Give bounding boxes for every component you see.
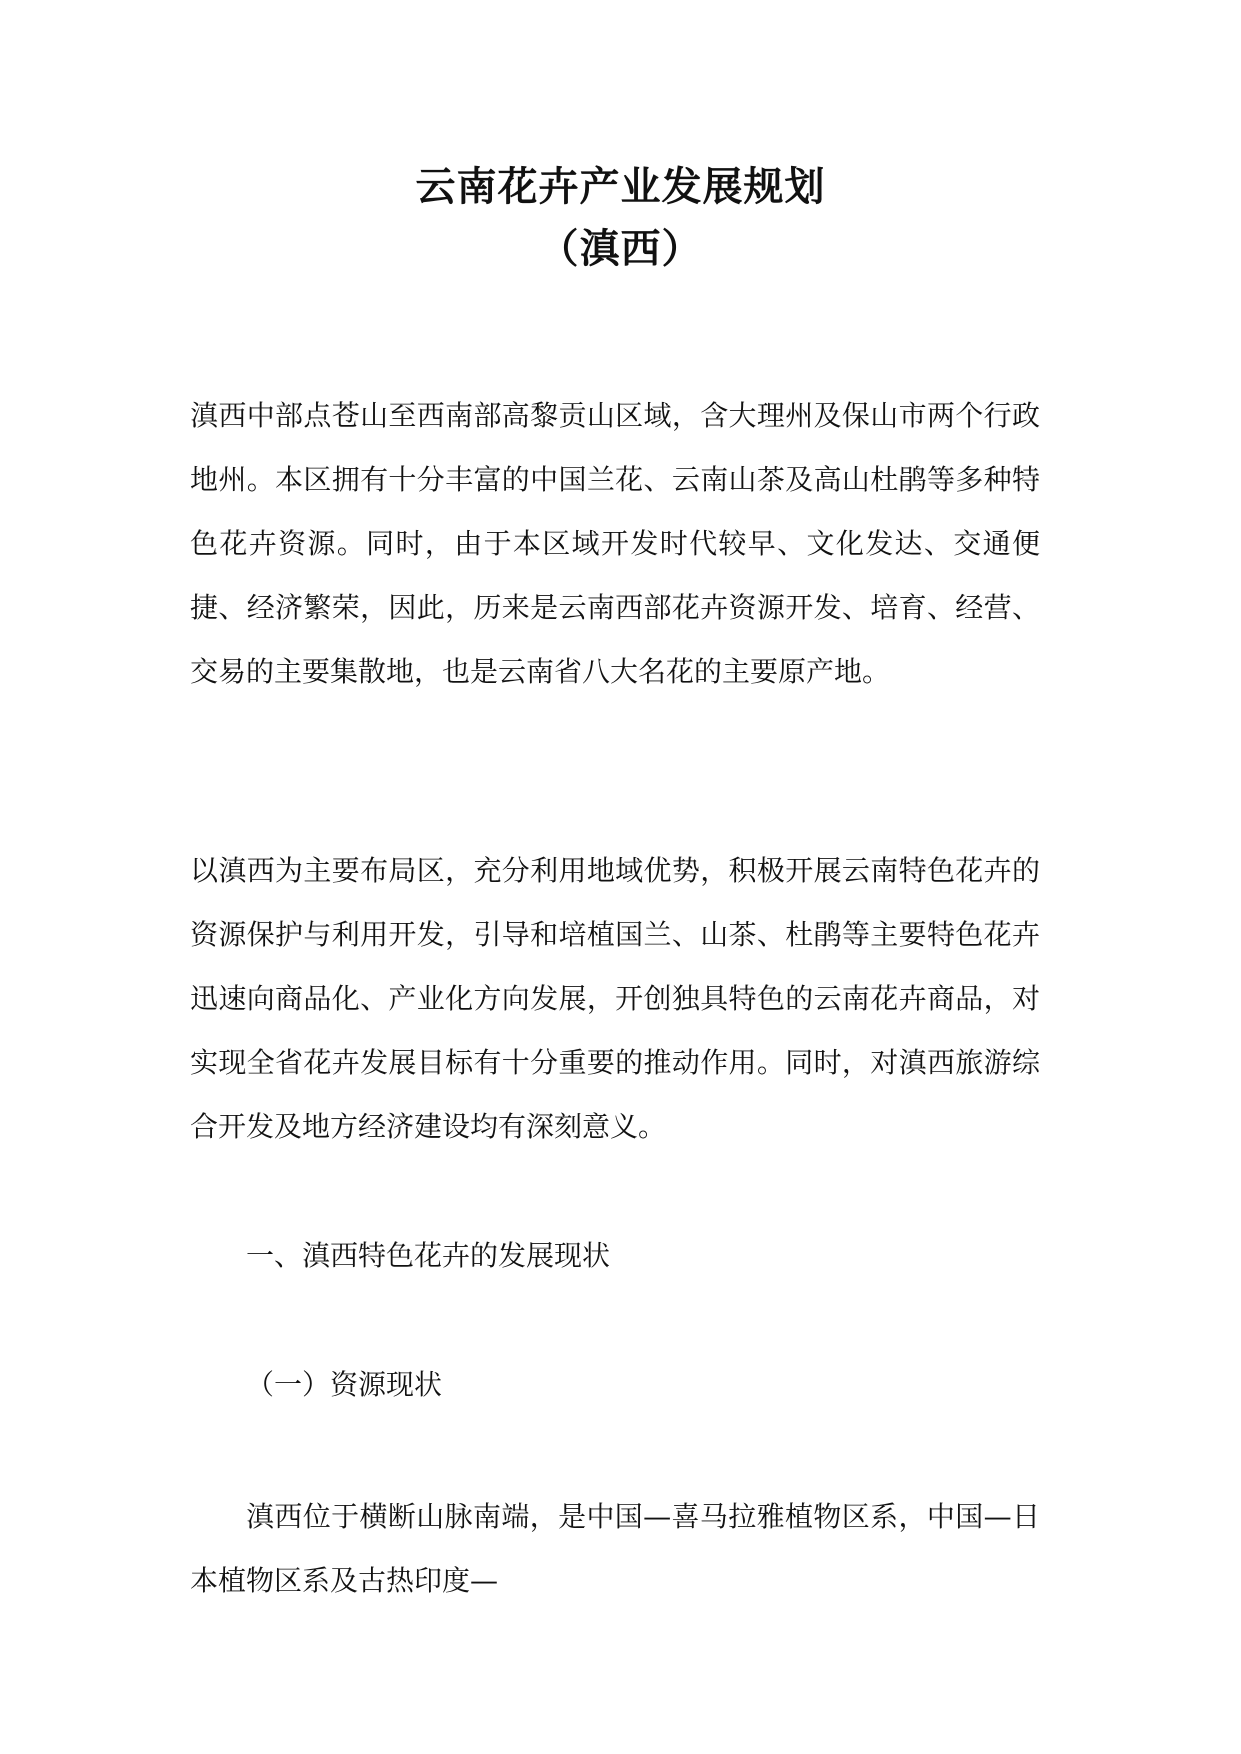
subsection-heading: （一）资源现状 xyxy=(246,1368,443,1401)
intro-paragraph: 滇西中部点苍山至西南部高黎贡山区域，含大理州及保山市两个行政地州。本区拥有十分丰富的中国兰花、云南山茶及高山杜鹃等多种特色花卉资源。同时，由于本区域开发时代较早、文化发达、交通便捷、经济繁荣，因此，历来是云南西部花卉资源开发、培育、经营、交易的主要集散地，也是云南省八大名花的主要原产地。 xyxy=(190,399,1040,688)
document-title: 云南花卉产业发展规划 xyxy=(415,163,826,210)
document-subtitle: （滇西） xyxy=(538,225,703,272)
section-heading: 一、滇西特色花卉的发展现状 xyxy=(246,1239,611,1272)
planning-paragraph: 以滇西为主要布局区，充分利用地域优势，积极开展云南特色花卉的资源保护与利用开发，引导和培植国兰、山茶、杜鹃等主要特色花卉迅速向商品化、产业化方向发展，开创独具特色的云南花卉商品，对实现全省花卉发展目标有十分重要的推动作用。同时，对滇西旅游综合开发及地方经济建设均有深刻意义。 xyxy=(190,854,1040,1143)
body-paragraph: 滇西位于横断山脉南端，是中国—喜马拉雅植物区系，中国—日本植物区系及古热印度— xyxy=(190,1500,1040,1597)
